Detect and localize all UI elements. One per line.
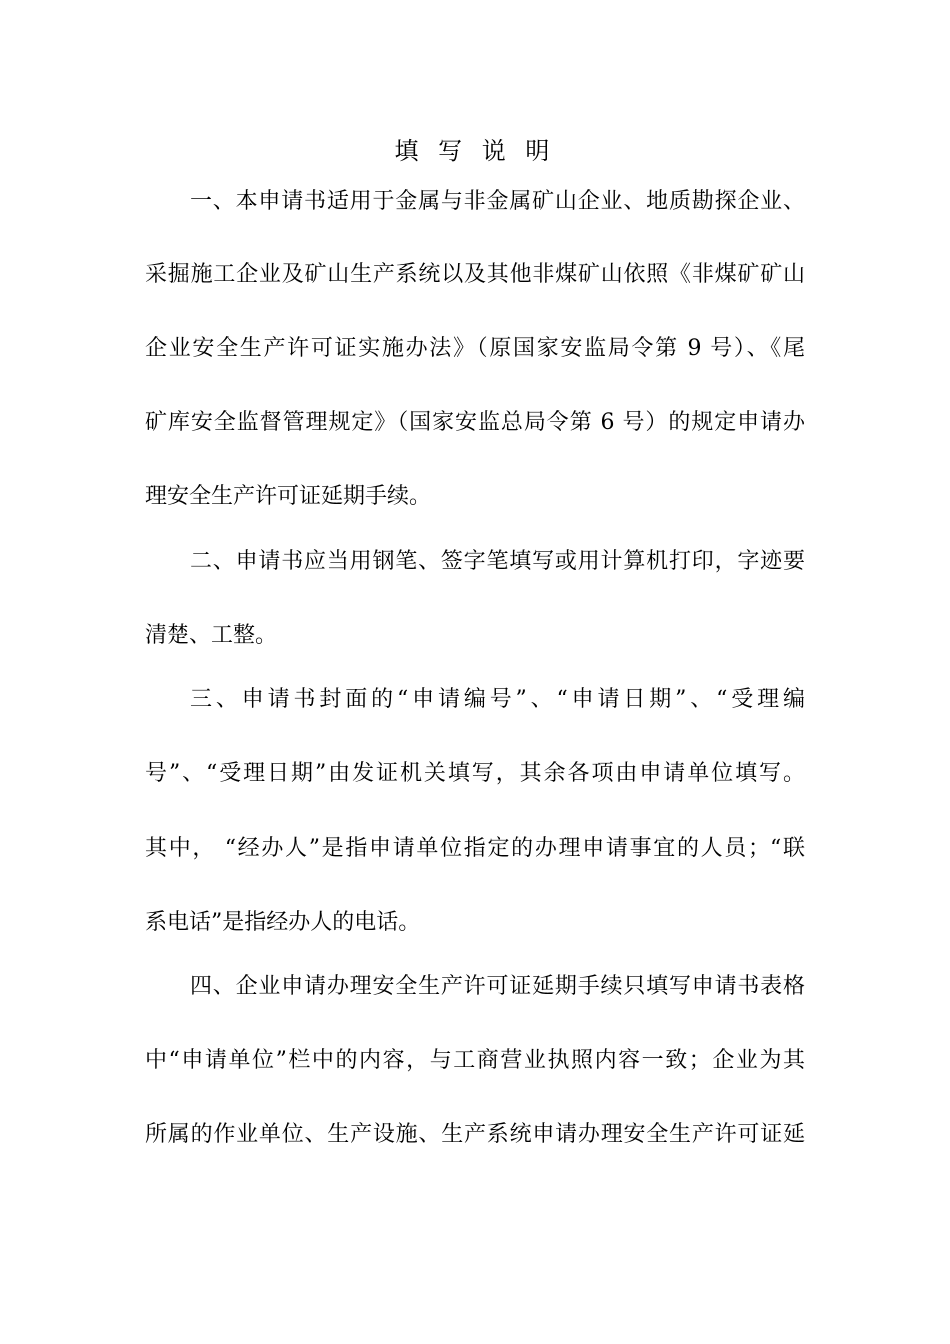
paragraph-4-line-1: 四、企业申请办理安全生产许可证延期手续只填写申请书表格: [190, 974, 805, 999]
paragraph-2-line-1: 二、申请书应当用钢笔、签字笔填写或用计算机打印，字迹要: [190, 549, 805, 574]
paragraph-1-line-3: 企业安全生产许可证实施办法》（原国家安监局令第 9 号）、《尾: [145, 336, 805, 361]
paragraph-3-line-3: 其中， “经办人”是指申请单位指定的办理申请事宜的人员；“联: [145, 836, 805, 861]
paragraph-3-line-4: 系电话”是指经办人的电话。: [145, 910, 421, 935]
paragraph-1-line-5: 理安全生产许可证延期手续。: [145, 484, 432, 509]
paragraph-4-line-3: 所属的作业单位、生产设施、生产系统申请办理安全生产许可证延: [145, 1122, 805, 1147]
document-title: 填 写 说 明: [394, 137, 556, 165]
paragraph-1-line-2: 采掘施工企业及矿山生产系统以及其他非煤矿山依照《非煤矿矿山: [145, 262, 805, 287]
paragraph-1-line-4: 矿库安全监督管理规定》（国家安监总局令第 6 号）的规定申请办: [145, 410, 805, 435]
paragraph-3-line-2: 号”、“受理日期”由发证机关填写，其余各项由申请单位填写。: [145, 761, 805, 786]
paragraph-4-line-2: 中“申请单位”栏中的内容，与工商营业执照内容一致；企业为其: [145, 1048, 805, 1073]
paragraph-3-line-1: 三、申请书封面的“申请编号”、“申请日期”、“受理编: [190, 687, 805, 712]
paragraph-1-line-1: 一、本申请书适用于金属与非金属矿山企业、地质勘探企业、: [190, 189, 805, 214]
paragraph-2-line-2: 清楚、工整。: [145, 623, 278, 648]
